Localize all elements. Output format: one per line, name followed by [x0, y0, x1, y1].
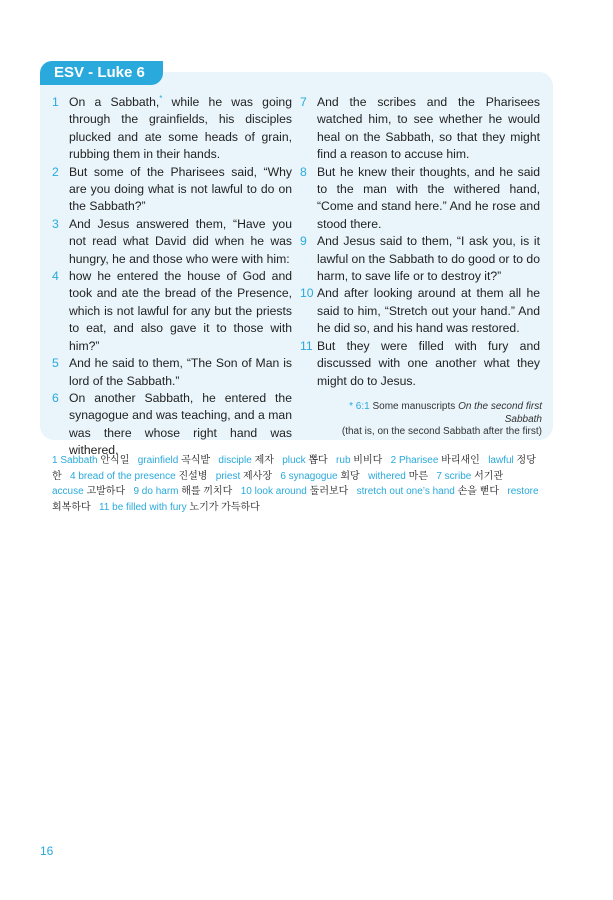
- verse-text: And Jesus answered them, “Have you not read what David did when he was hungry, he and those who were with him:: [69, 216, 292, 266]
- verse-3: [52, 216, 292, 268]
- footnote-italic: On the second first Sabbath: [458, 401, 542, 425]
- verse-number: 4: [52, 269, 59, 284]
- verse-text: But some of the Pharisees said, “Why are you doing what is not lawful to do on the Sabbath?”: [69, 164, 292, 214]
- glossary-meaning: 비비다: [353, 455, 383, 466]
- glossary-meaning: 마른: [408, 470, 428, 482]
- passage-title: ESV - Luke 6: [40, 61, 163, 85]
- verse-text: And Jesus said to them, “I ask you, is it lawful on the Sabbath to do good or to do harm, to save life or to destroy it?”: [317, 234, 540, 284]
- glossary-meaning: 제사장: [243, 470, 272, 482]
- verses-left-column: [52, 94, 292, 460]
- verse-text: On another Sabbath, he entered the synagogue and was teaching, and a man was there whose right hand was withered.: [69, 390, 292, 458]
- verse-number: 2: [52, 164, 59, 179]
- glossary-term: stretch out one’s hand: [356, 486, 455, 497]
- footnote-marker[interactable]: *: [159, 93, 163, 103]
- verse-text: while he was going through the grainfields, his disciples plucked and ate some heads of grain, rubbing them in their hands.: [69, 95, 292, 162]
- footnote-text-cont: (that is, on the second Sabbath after the first): [341, 426, 542, 437]
- glossary-term: accuse: [52, 486, 84, 497]
- glossary-meaning: 회당: [340, 470, 360, 482]
- glossary-meaning: 회복하다: [52, 501, 91, 513]
- verse-text: And after looking around at them all he said to him, “Stretch out your hand.” And he did so, and his hand was restored.: [317, 286, 540, 336]
- verse-number: 6: [52, 390, 59, 405]
- page-number: 16: [40, 844, 54, 858]
- glossary-meaning: 뽑다: [308, 455, 328, 466]
- glossary-meaning: 정당한: [52, 455, 536, 482]
- verse-1: [52, 94, 292, 164]
- glossary-term: 9 do harm: [133, 486, 179, 497]
- vocabulary-glossary: [52, 453, 542, 515]
- glossary-meaning: 진설병: [178, 470, 208, 482]
- footnote-ref: * 6:1: [349, 401, 370, 412]
- verse-number: 3: [52, 216, 59, 231]
- verse-number: 5: [52, 356, 59, 371]
- glossary-meaning: 제자: [254, 455, 274, 466]
- verse-10: [300, 285, 540, 337]
- verse-8: [300, 164, 540, 234]
- glossary-term: 1 Sabbath: [52, 455, 98, 466]
- verses-right-column: [300, 94, 540, 390]
- glossary-term: 6 synagogue: [280, 470, 338, 482]
- glossary-meaning: 손을 뻗다: [457, 486, 500, 497]
- glossary-term: rub: [336, 455, 351, 466]
- glossary-term: lawful: [488, 455, 514, 466]
- glossary-term: 10 look around: [240, 486, 307, 497]
- glossary-term: disciple: [218, 455, 252, 466]
- verse-text: On a Sabbath,: [69, 95, 160, 109]
- glossary-term: 2 Pharisee: [390, 455, 439, 466]
- verse-text: But he knew their thoughts, and he said to the man with the withered hand, “Come and stand here.” And he rose and stood there.: [317, 164, 540, 231]
- verse-11: [300, 338, 540, 390]
- verse-5: [52, 355, 292, 390]
- verse-text: And he said to them, “The Son of Man is lord of the Sabbath.”: [69, 356, 292, 388]
- glossary-meaning: 곡식밭: [181, 455, 211, 466]
- glossary-term: restore: [507, 486, 539, 497]
- glossary-term: grainfield: [137, 455, 179, 466]
- verse-number: 9: [300, 234, 307, 249]
- verse-number: 10: [300, 286, 314, 301]
- verse-9: [300, 233, 540, 285]
- footnote-text: Some manuscripts: [372, 401, 459, 412]
- verse-number: 7: [300, 95, 307, 109]
- glossary-term: 4 bread of the presence: [70, 470, 176, 482]
- verse-text: But they were filled with fury and discussed with one another what they might do to Jesus.: [317, 338, 540, 388]
- verse-number: 11: [300, 338, 313, 353]
- glossary-meaning: 해를 끼치다: [181, 486, 233, 497]
- verse-7: [300, 94, 540, 164]
- glossary-meaning: 바리새인: [441, 455, 480, 466]
- glossary-meaning: 노기가 가득하다: [189, 501, 260, 513]
- glossary-meaning: 둘러보다: [309, 486, 349, 497]
- verse-text: how he entered the house of God and took and ate the bread of the Presence, which is not lawful for any but the priests to eat, and also gave it to those with him?”: [69, 269, 292, 353]
- glossary-meaning: 서기관: [474, 470, 504, 482]
- footnote: [320, 401, 542, 439]
- verse-2: [52, 164, 292, 216]
- glossary-term: pluck: [282, 455, 306, 466]
- verse-number: 1: [52, 95, 59, 109]
- glossary-term: withered: [368, 470, 406, 482]
- glossary-term: 11 be filled with fury: [98, 501, 187, 513]
- verse-6: [52, 390, 292, 460]
- verse-text: And the scribes and the Pharisees watched him, to see whether he would heal on the Sabbath, so that they might find a reason to accuse him.: [317, 95, 540, 162]
- glossary-term: 7 scribe: [436, 470, 472, 482]
- verse-number: 8: [300, 164, 307, 179]
- glossary-meaning: 고발하다: [86, 486, 126, 497]
- verse-4: [52, 268, 292, 355]
- glossary-term: priest: [215, 470, 241, 482]
- glossary-meaning: 안식일: [100, 455, 130, 466]
